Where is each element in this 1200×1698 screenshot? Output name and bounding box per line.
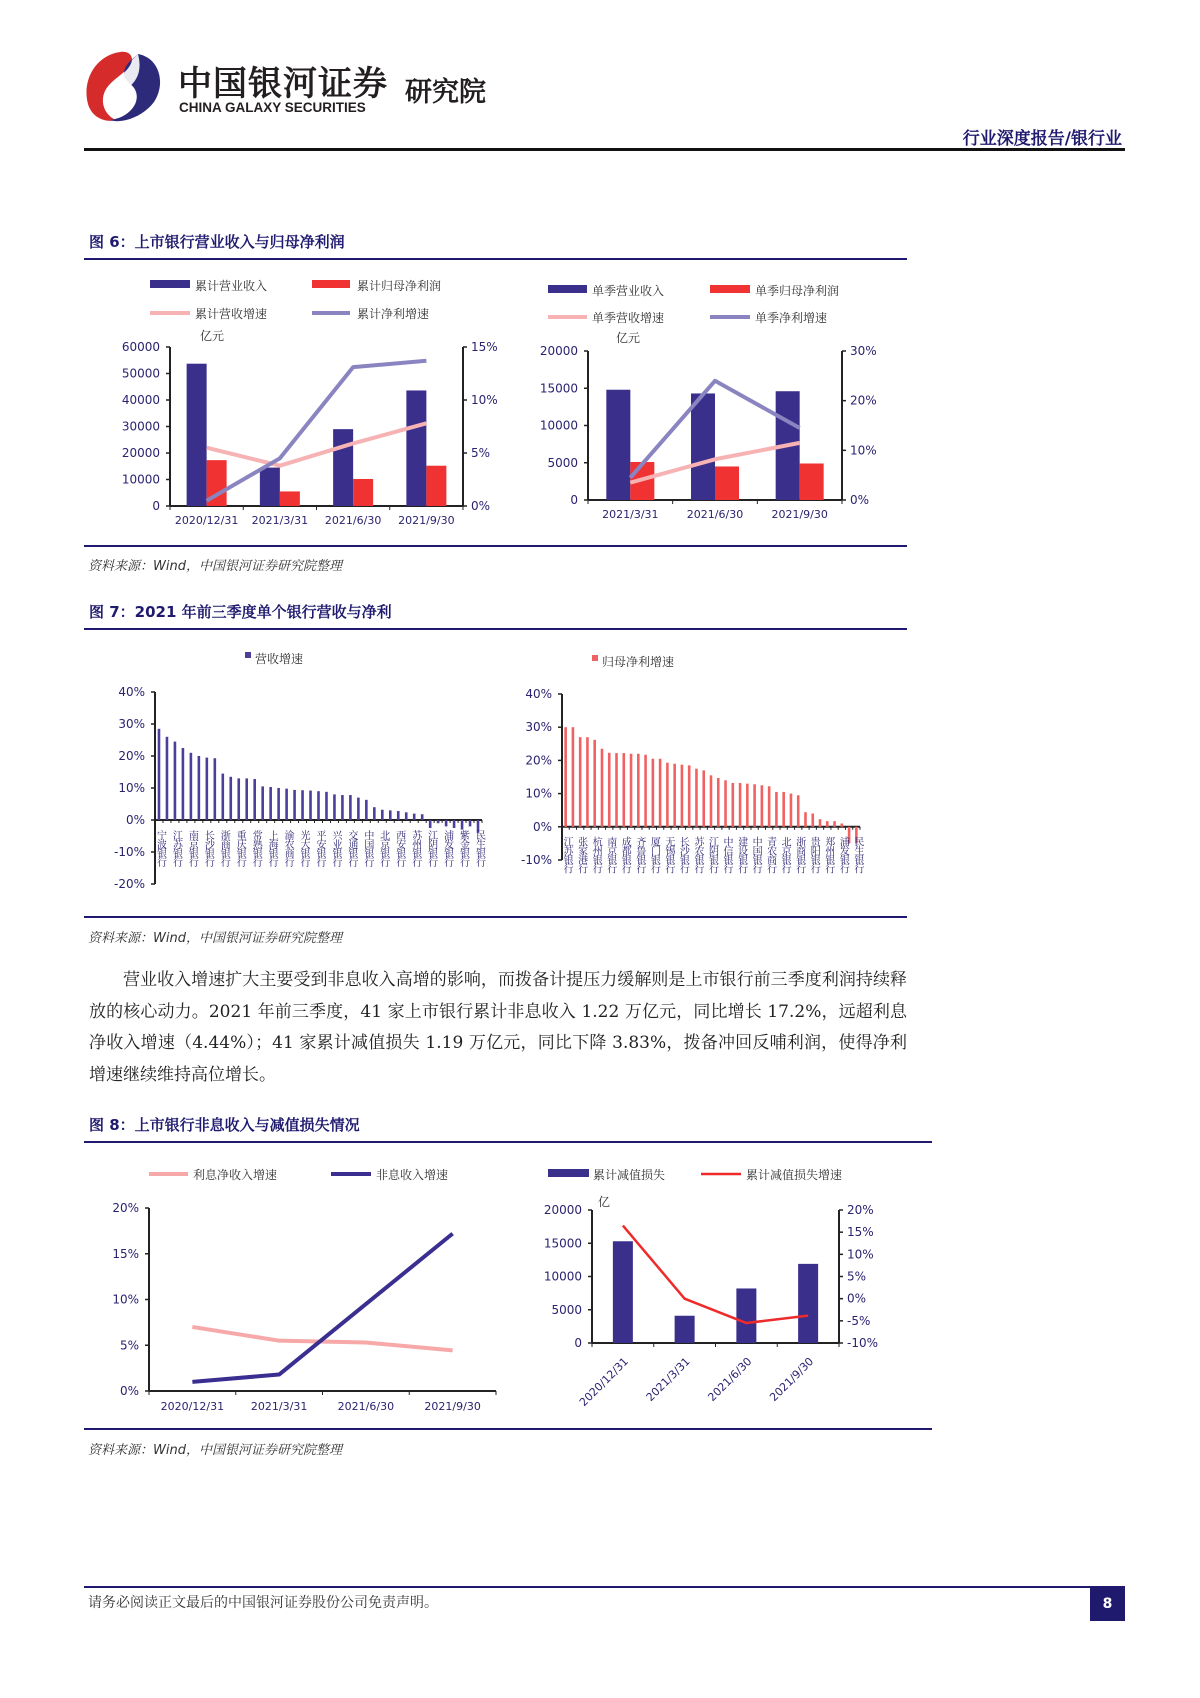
- x-tick-label: 青农商行: [764, 836, 776, 873]
- y-tick-label: 20000: [543, 1203, 582, 1217]
- footer-disclaimer: 请务必阅读正文最后的中国银河证券股份公司免责声明。: [88, 1595, 438, 1611]
- x-tick-label: 民生银行: [851, 836, 863, 873]
- x-tick-label: 张家港行: [575, 836, 587, 873]
- y-tick-label: -10%: [520, 853, 552, 867]
- bar-营收增速: [461, 820, 464, 830]
- legend-swatch: [548, 285, 587, 293]
- bar-营收增速: [245, 778, 248, 820]
- legend-label: 单季归母净利润: [755, 284, 840, 298]
- legend-swatch: [150, 280, 190, 288]
- bar-归母净利增速: [608, 753, 611, 827]
- x-tick-label: 南京银行: [186, 830, 198, 866]
- x-tick-label: 2021/9/30: [398, 514, 455, 527]
- unit-label: 亿元: [616, 331, 641, 345]
- y-tick-label: -20%: [113, 877, 145, 891]
- y-right-tick-label: 10%: [847, 1247, 874, 1262]
- y-tick-label: -10%: [113, 845, 145, 859]
- x-tick-label: 2021/6/30: [324, 514, 382, 527]
- bar-归母净利增速: [841, 823, 844, 826]
- legend-label: 累计营业收入: [195, 279, 268, 293]
- bar-归母净利增速: [572, 727, 575, 827]
- bar-累计归母净利润: [280, 491, 300, 506]
- x-tick-label: 北京银行: [779, 836, 791, 873]
- bar-营收增速: [325, 792, 328, 820]
- line-累计营收增速: [207, 423, 427, 465]
- bar-营收增速: [301, 790, 304, 820]
- bar-归母净利增速: [739, 783, 742, 827]
- x-tick-label: 交通银行: [345, 830, 357, 866]
- x-tick-label: 2021/3/31: [250, 1400, 308, 1413]
- figure-8-top-rule: [84, 1141, 932, 1143]
- bar-营收增速: [373, 807, 376, 820]
- y-tick-label: 60000: [121, 340, 160, 354]
- bar-累计减值损失: [675, 1316, 695, 1343]
- bar-营收增速: [421, 814, 424, 820]
- figure-6-source: 资料来源：Wind，中国银河证券研究院整理: [88, 559, 342, 574]
- x-tick-label: 无锡银行: [662, 836, 674, 873]
- x-tick-label: 齐鲁银行: [633, 836, 645, 873]
- y-right-tick-label: 10%: [471, 393, 498, 407]
- x-tick-label: 中国银行: [750, 836, 762, 873]
- footer-divider: [84, 1586, 1125, 1588]
- y-right-tick-label: 10%: [850, 443, 877, 458]
- bar-营收增速: [221, 774, 224, 820]
- x-tick-label: 中信银行: [721, 836, 733, 873]
- x-tick-label: 2021/6/30: [337, 1400, 395, 1413]
- bar-单季营业收入: [691, 393, 715, 500]
- bar-累计归母净利润: [426, 466, 446, 506]
- bar-营收增速: [166, 737, 169, 820]
- logo-chinese-name: 中国银河证券: [178, 64, 388, 104]
- unit-label: 亿: [598, 1195, 611, 1209]
- figure-6-title: 图 6：上市银行营业收入与归母净利润: [89, 233, 345, 251]
- y-right-tick-label: 5%: [471, 446, 491, 460]
- bar-单季营业收入: [606, 390, 630, 500]
- y-tick-label: 15%: [112, 1246, 139, 1261]
- y-tick-label: 40%: [118, 685, 145, 699]
- x-tick-label: 浙商银行: [793, 836, 805, 873]
- legend-label: 营收增速: [255, 652, 304, 666]
- y-right-tick-label: -5%: [847, 1313, 871, 1328]
- x-tick-label: 紫金银行: [457, 830, 469, 866]
- legend-label: 单季营收增速: [592, 311, 665, 325]
- y-tick-label: 10%: [118, 781, 145, 795]
- bar-营收增速: [405, 812, 408, 820]
- y-right-tick-label: -10%: [847, 1336, 879, 1350]
- y-right-tick-label: 0%: [471, 499, 491, 513]
- bar-营收增速: [365, 800, 368, 820]
- y-tick-label: 10000: [539, 418, 578, 433]
- x-tick-label: 江苏银行: [561, 836, 573, 873]
- bar-营收增速: [237, 778, 240, 820]
- body-paragraph: 营业收入增速扩大主要受到非息收入高增的影响，而拨备计提压力缓解则是上市银行前三季度利润持续释放的核心动力。2021 年前三季度，41 家上市银行累计非息收入 1.22 万亿元，同比增长 17.2%，远超利息净收入增速（4.44%）；41 家累计减值损失 1.19 万亿元，同比下降 3.83%，拨备冲回反哺利润，使得净利增速继续维持高位增长。: [89, 970, 907, 1085]
- unit-label: 亿元: [200, 329, 225, 343]
- x-tick-label: 郑州银行: [822, 836, 834, 873]
- x-tick-label: 南京银行: [604, 836, 616, 873]
- x-tick-label: 2021/9/30: [771, 508, 828, 521]
- bar-归母净利增速: [811, 814, 814, 827]
- bar-归母净利增速: [666, 763, 669, 827]
- x-tick-label: 浦发银行: [441, 830, 453, 866]
- bar-归母净利增速: [673, 764, 676, 827]
- bar-归母净利增速: [637, 754, 640, 827]
- bar-营收增速: [261, 786, 264, 820]
- y-right-tick-label: 20%: [847, 1203, 874, 1217]
- bar-累计归母净利润: [353, 479, 373, 506]
- legend-label: 累计减值损失增速: [746, 1168, 843, 1182]
- x-tick-label: 西安银行: [393, 830, 405, 866]
- bar-归母净利增速: [833, 821, 836, 827]
- bar-营收增速: [317, 791, 320, 820]
- x-tick-label: 常熟银行: [250, 830, 262, 866]
- y-tick-label: 5000: [547, 455, 578, 470]
- bar-累计减值损失: [736, 1288, 756, 1343]
- x-tick-label: 2020/12/31: [174, 514, 239, 527]
- line-累计减值损失增速: [623, 1226, 808, 1324]
- y-tick-label: 10%: [112, 1292, 139, 1307]
- x-tick-label: 贵阳银行: [808, 836, 820, 873]
- legend-label: 单季净利增速: [755, 311, 828, 325]
- y-right-tick-label: 5%: [847, 1269, 867, 1284]
- x-tick-label: 厦门银行: [648, 836, 660, 873]
- legend-label: 利息净收入增速: [193, 1168, 278, 1182]
- x-tick-label: 2021/9/30: [767, 1354, 817, 1405]
- bar-营收增速: [445, 820, 448, 826]
- y-right-tick-label: 0%: [847, 1291, 867, 1306]
- figure-6-right-chart: [520, 260, 900, 540]
- y-tick-label: 15000: [543, 1236, 582, 1251]
- figure-7-title: 图 7：2021 年前三季度单个银行营收与净利: [89, 603, 392, 621]
- bar-累计营业收入: [260, 468, 280, 506]
- x-tick-label: 兴业银行: [329, 830, 341, 866]
- bar-营收增速: [158, 729, 161, 820]
- bar-营收增速: [357, 798, 360, 820]
- bar-营收增速: [453, 820, 456, 828]
- bar-归母净利增速: [724, 780, 727, 826]
- legend-swatch: [710, 285, 750, 293]
- y-tick-label: 0%: [119, 1384, 139, 1398]
- y-tick-label: 15000: [539, 381, 578, 396]
- legend-swatch: [592, 655, 598, 661]
- x-tick-label: 江阴银行: [425, 830, 437, 866]
- bar-归母净利增速: [630, 754, 633, 827]
- y-tick-label: 20%: [525, 753, 552, 768]
- bar-营收增速: [437, 820, 440, 823]
- bar-归母净利增速: [746, 784, 749, 827]
- bar-营收增速: [182, 748, 185, 820]
- bar-归母净利增速: [644, 755, 647, 827]
- bar-营收增速: [413, 814, 416, 820]
- y-tick-label: 0: [570, 493, 578, 507]
- y-tick-label: 0%: [532, 819, 552, 834]
- bar-归母净利增速: [622, 753, 625, 827]
- bar-归母净利增速: [761, 785, 764, 827]
- x-tick-label: 渝农商行: [282, 830, 294, 866]
- x-tick-label: 2021/3/31: [251, 514, 309, 527]
- x-tick-label: 杭州银行: [590, 836, 602, 873]
- bar-营收增速: [206, 758, 209, 820]
- bar-营收增速: [253, 779, 256, 820]
- x-tick-label: 重庆银行: [234, 830, 246, 866]
- legend-label: 累计营收增速: [195, 307, 268, 321]
- header-divider: [84, 148, 1125, 151]
- bar-归母净利增速: [768, 786, 771, 827]
- bar-营收增速: [293, 790, 296, 820]
- bar-归母净利增速: [804, 812, 807, 827]
- x-tick-label: 中国银行: [361, 830, 373, 866]
- bar-营收增速: [190, 753, 193, 820]
- bar-归母净利增速: [564, 727, 567, 827]
- figure-8-right-chart: [520, 1150, 900, 1425]
- bar-营收增速: [269, 787, 272, 820]
- y-tick-label: 40000: [121, 393, 160, 407]
- y-tick-label: 30000: [121, 419, 160, 434]
- legend-label: 非息收入增速: [376, 1168, 449, 1182]
- figure-8-source: 资料来源：Wind，中国银河证券研究院整理: [88, 1443, 342, 1458]
- bar-累计减值损失: [798, 1264, 818, 1343]
- x-tick-label: 2021/3/31: [602, 508, 659, 521]
- line-非息收入增速: [192, 1234, 452, 1382]
- bar-营收增速: [429, 820, 432, 828]
- bar-营收增速: [381, 810, 384, 820]
- legend-label: 累计归母净利润: [357, 279, 442, 293]
- y-tick-label: 30%: [525, 720, 552, 735]
- x-tick-label: 宁波银行: [154, 830, 166, 866]
- legend-swatch: [548, 1169, 589, 1177]
- x-tick-label: 苏州银行: [409, 830, 421, 866]
- x-tick-label: 北京银行: [377, 830, 389, 866]
- bar-归母净利增速: [615, 753, 618, 827]
- y-right-tick-label: 15%: [847, 1225, 874, 1240]
- bar-累计营业收入: [187, 364, 207, 506]
- figure-8-bottom-rule: [84, 1428, 932, 1430]
- bar-归母净利增速: [819, 819, 822, 827]
- x-tick-label: 长沙银行: [677, 836, 689, 873]
- bar-累计营业收入: [333, 429, 353, 506]
- x-tick-label: 江阴银行: [706, 836, 718, 873]
- x-tick-label: 2021/9/30: [424, 1400, 481, 1413]
- legend-label: 单季营业收入: [592, 284, 665, 298]
- x-tick-label: 建设银行: [735, 836, 747, 873]
- institute-name: 研究院: [405, 77, 486, 108]
- bar-营收增速: [397, 811, 400, 820]
- legend-swatch: [312, 280, 350, 288]
- figure-7-source: 资料来源：Wind，中国银河证券研究院整理: [88, 931, 342, 946]
- y-right-tick-label: 30%: [850, 344, 877, 358]
- legend-label: 归母净利增速: [602, 655, 675, 669]
- legend-label: 累计减值损失: [593, 1168, 666, 1182]
- legend-swatch: [245, 652, 251, 658]
- figure-7-bottom-rule: [84, 916, 907, 918]
- bar-营收增速: [229, 777, 232, 820]
- figure-7-top-rule: [84, 628, 907, 630]
- bar-归母净利增速: [586, 737, 589, 827]
- bar-归母净利增速: [732, 783, 735, 827]
- y-right-tick-label: 15%: [471, 340, 498, 354]
- bar-归母净利增速: [659, 759, 662, 827]
- y-tick-label: 0: [152, 499, 160, 513]
- x-tick-label: 长沙银行: [202, 830, 214, 866]
- figure-7-right-chart: [520, 640, 900, 915]
- y-tick-label: 20000: [121, 446, 160, 460]
- bar-营收增速: [277, 788, 280, 820]
- figure-8-title: 图 8：上市银行非息收入与减值损失情况: [89, 1116, 360, 1134]
- bar-营收增速: [309, 791, 312, 820]
- bar-营收增速: [174, 742, 177, 820]
- bar-归母净利增速: [688, 765, 691, 826]
- x-tick-label: 光大银行: [298, 830, 310, 866]
- x-tick-label: 2021/3/31: [643, 1354, 693, 1405]
- x-tick-label: 2020/12/31: [576, 1354, 631, 1409]
- bar-归母净利增速: [681, 765, 684, 827]
- bar-累计营业收入: [406, 390, 426, 506]
- x-tick-label: 苏农银行: [691, 836, 703, 873]
- y-tick-label: 5000: [551, 1302, 582, 1317]
- bar-归母净利增速: [775, 792, 778, 827]
- bar-归母净利增速: [753, 784, 756, 826]
- bar-归母净利增速: [593, 740, 596, 827]
- y-tick-label: 10%: [525, 786, 552, 801]
- bar-归母净利增速: [710, 775, 713, 826]
- bar-累计减值损失: [613, 1241, 633, 1343]
- bar-营收增速: [469, 820, 472, 826]
- y-tick-label: 0: [574, 1336, 582, 1350]
- bar-归母净利增速: [579, 737, 582, 827]
- bar-营收增速: [198, 756, 201, 820]
- y-tick-label: 20%: [112, 1201, 139, 1215]
- y-right-tick-label: 0%: [850, 493, 870, 507]
- bar-营收增速: [349, 795, 352, 820]
- bar-归母净利增速: [782, 792, 785, 827]
- bar-归母净利增速: [652, 759, 655, 827]
- x-tick-label: 民生银行: [473, 830, 485, 866]
- bar-归母净利增速: [702, 770, 705, 826]
- logo-english-name: CHINA GALAXY SECURITIES: [179, 100, 366, 115]
- y-tick-label: 0%: [125, 813, 145, 827]
- x-tick-label: 平安银行: [314, 830, 325, 866]
- bar-归母净利增速: [717, 778, 720, 827]
- bar-营收增速: [389, 810, 392, 820]
- page-number: 8: [1090, 1587, 1125, 1621]
- y-tick-label: 50000: [121, 366, 160, 381]
- bar-营收增速: [333, 794, 336, 820]
- x-tick-label: 2021/6/30: [686, 508, 744, 521]
- y-tick-label: 10000: [543, 1269, 582, 1284]
- galaxy-logo-icon: [80, 48, 166, 124]
- y-tick-label: 5%: [119, 1338, 139, 1353]
- bar-营收增速: [341, 795, 344, 820]
- bar-归母净利增速: [790, 794, 793, 827]
- bar-归母净利增速: [826, 821, 829, 827]
- bar-营收增速: [285, 789, 288, 820]
- figure-8-left-chart: [80, 1150, 520, 1425]
- figure-6-bottom-rule: [84, 545, 907, 547]
- x-tick-label: 江苏银行: [170, 830, 182, 866]
- x-tick-label: 浦发银行: [837, 836, 849, 873]
- y-tick-label: 30%: [118, 717, 145, 731]
- bar-归母净利增速: [797, 795, 800, 827]
- bar-归母净利增速: [695, 769, 698, 827]
- x-tick-label: 成都银行: [619, 836, 631, 873]
- y-right-tick-label: 20%: [850, 393, 877, 408]
- y-tick-label: 20%: [118, 749, 145, 763]
- bar-单季归母净利润: [715, 466, 739, 500]
- figure-6-left-chart: [80, 260, 500, 540]
- y-tick-label: 40%: [525, 687, 552, 701]
- figure-7-left-chart: [100, 640, 510, 915]
- bar-营收增速: [214, 758, 217, 820]
- x-tick-label: 上海银行: [266, 830, 278, 866]
- y-tick-label: 20000: [539, 344, 578, 358]
- bar-归母净利增速: [601, 749, 604, 827]
- x-tick-label: 2021/6/30: [705, 1354, 755, 1405]
- bar-单季归母净利润: [800, 463, 824, 500]
- report-type: 行业深度报告/银行业: [962, 129, 1122, 149]
- x-tick-label: 2020/12/31: [160, 1400, 225, 1413]
- x-tick-label: 浙商银行: [218, 830, 230, 866]
- legend-label: 累计净利增速: [357, 307, 430, 321]
- y-tick-label: 10000: [121, 472, 160, 487]
